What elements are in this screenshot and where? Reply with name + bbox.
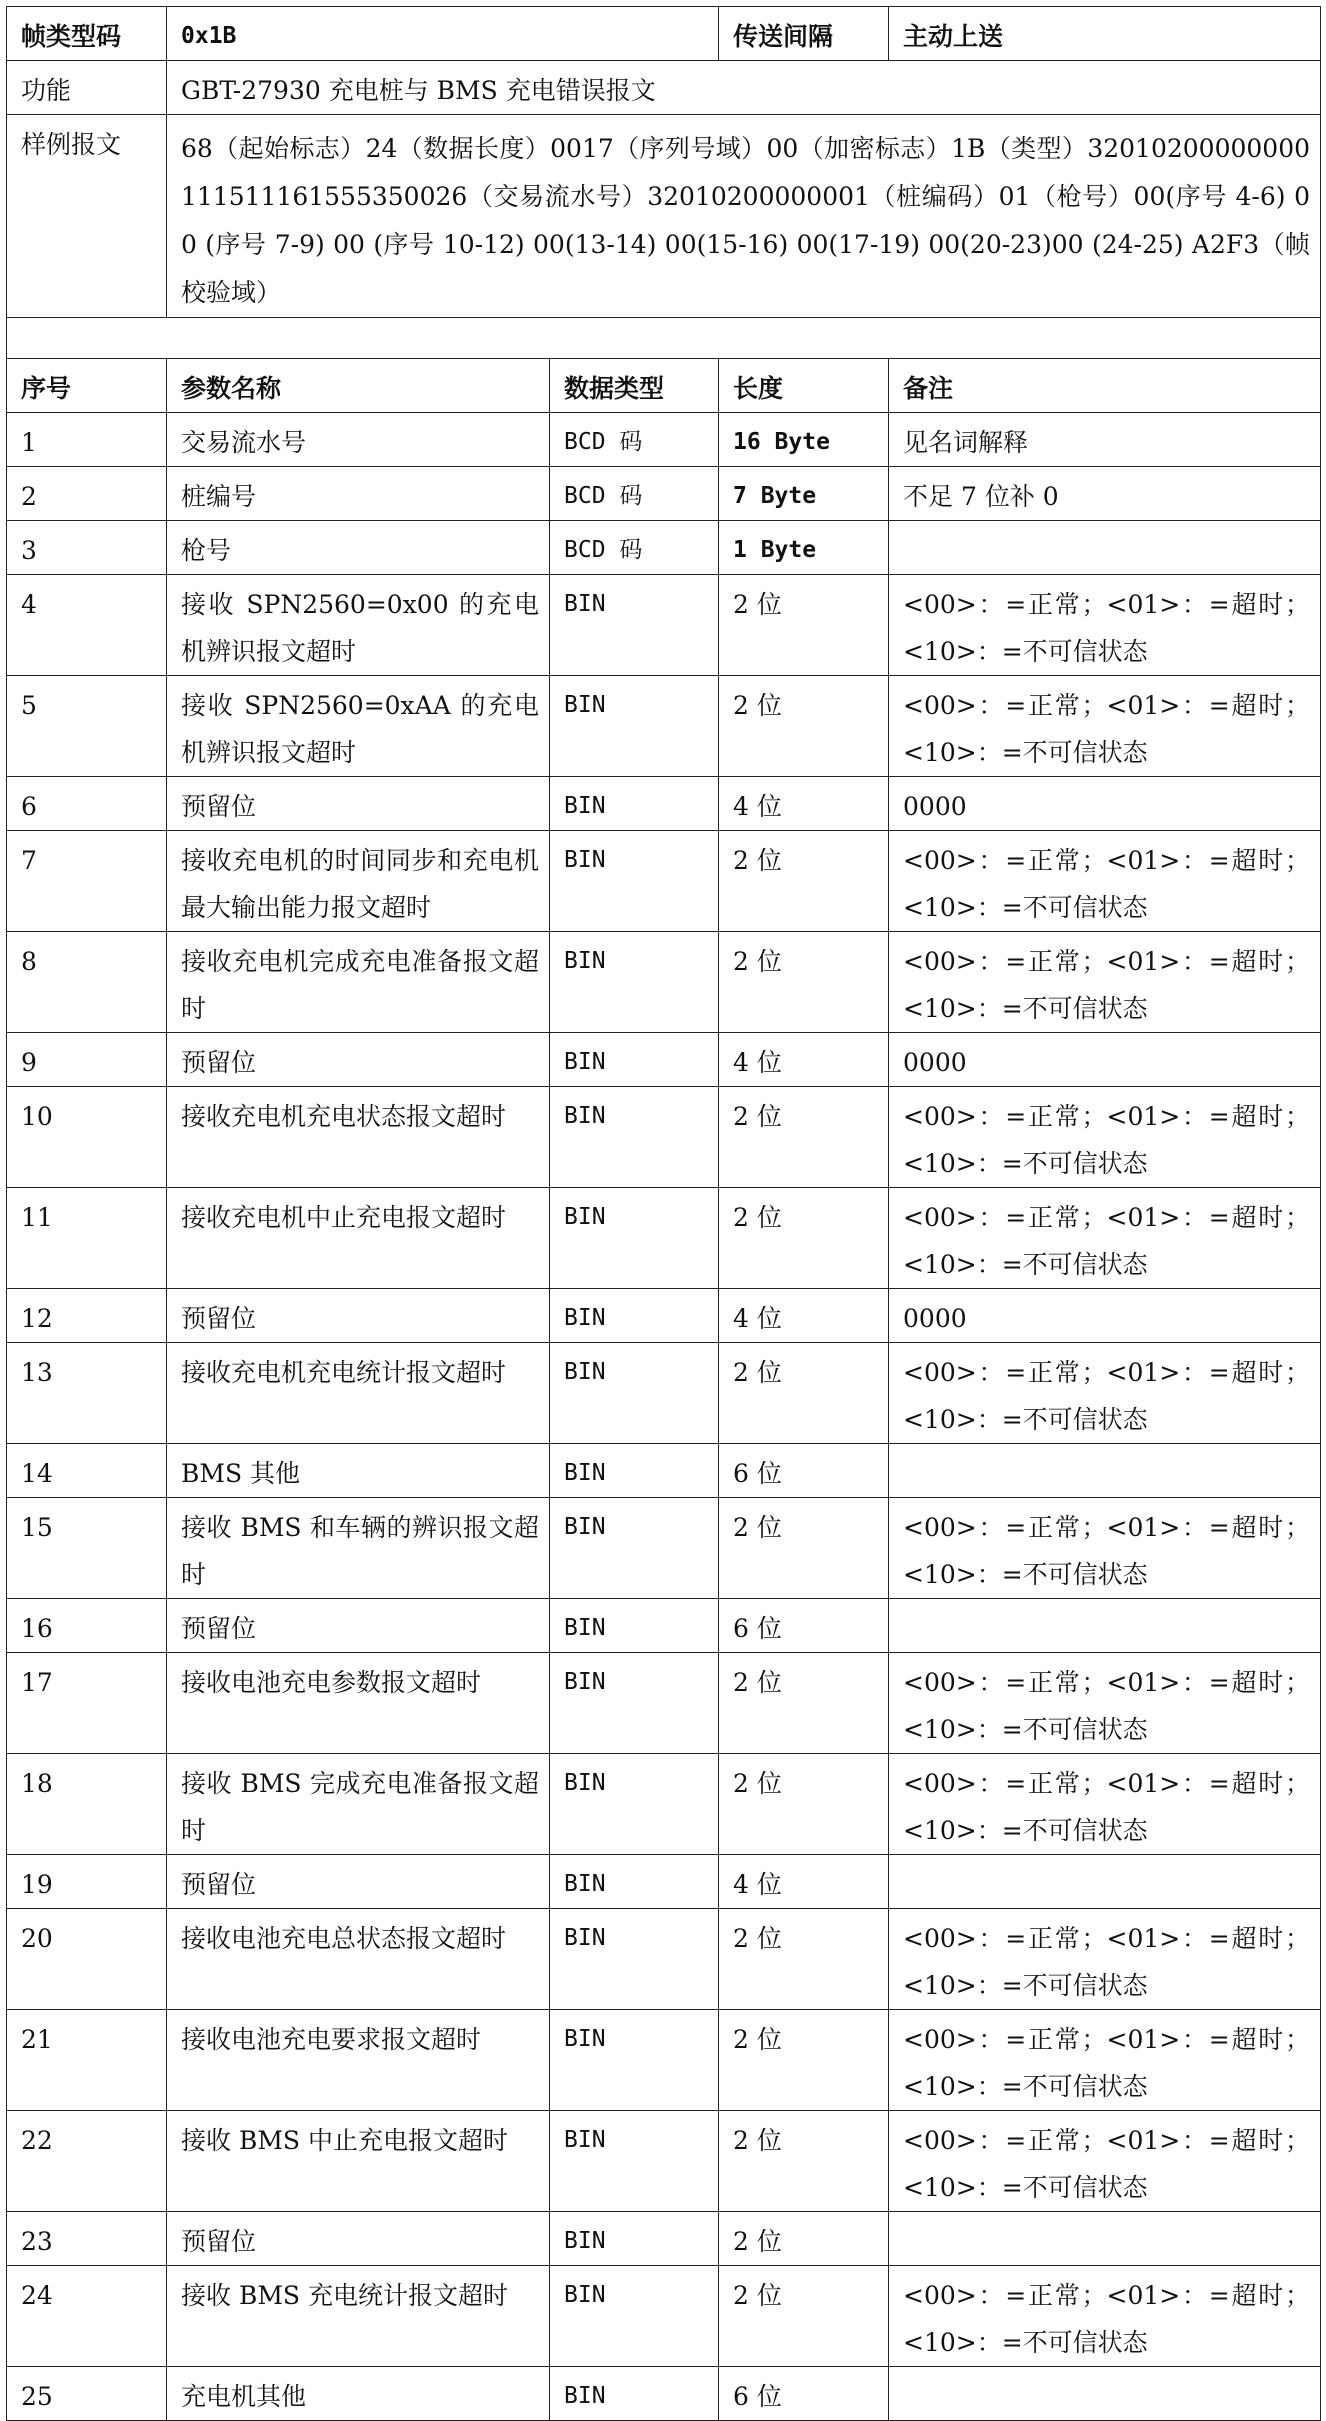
spacer-row (7, 318, 1321, 359)
row-param-name: 预留位 (167, 1599, 550, 1653)
table-row (7, 2266, 1321, 2367)
row-no: 19 (7, 1855, 167, 1909)
table-row (7, 1289, 1321, 1343)
row-param-name: 接收 BMS 中止充电报文超时 (167, 2111, 550, 2212)
row-length: 1 Byte (719, 521, 889, 575)
row-length: 4 位 (719, 1033, 889, 1087)
row-length: 2 位 (719, 2266, 889, 2367)
table-row (7, 1343, 1321, 1444)
col-header-no: 序号 (7, 359, 167, 413)
row-data-type: BIN (550, 1754, 719, 1855)
table-row (7, 2111, 1321, 2212)
table-row (7, 1033, 1321, 1087)
row-data-type: BIN (550, 2212, 719, 2266)
row-param-name: 接收充电机完成充电准备报文超时 (167, 932, 550, 1033)
row-param-name: 预留位 (167, 1855, 550, 1909)
row-note: 0000 (889, 1289, 1321, 1343)
row-note: <00>：=正常；<01>：=超时；<10>：=不可信状态 (889, 1087, 1321, 1188)
row-data-type: BIN (550, 777, 719, 831)
row-param-name: 接收充电机充电状态报文超时 (167, 1087, 550, 1188)
table-row (7, 676, 1321, 777)
row-length: 2 位 (719, 1343, 889, 1444)
row-note: <00>：=正常；<01>：=超时；<10>：=不可信状态 (889, 2111, 1321, 2212)
row-no: 1 (7, 413, 167, 467)
row-param-name: 接收电池充电参数报文超时 (167, 1653, 550, 1754)
row-param-name: 接收电池充电要求报文超时 (167, 2010, 550, 2111)
row-data-type: BIN (550, 1653, 719, 1754)
row-no: 13 (7, 1343, 167, 1444)
row-length: 2 位 (719, 676, 889, 777)
row-data-type: BIN (550, 1599, 719, 1653)
row-no: 11 (7, 1188, 167, 1289)
table-row (7, 777, 1321, 831)
row-no: 18 (7, 1754, 167, 1855)
row-note: <00>：=正常；<01>：=超时；<10>：=不可信状态 (889, 575, 1321, 676)
row-note: 见名词解释 (889, 413, 1321, 467)
row-param-name: 预留位 (167, 777, 550, 831)
row-no: 22 (7, 2111, 167, 2212)
row-length: 6 位 (719, 2367, 889, 2421)
row-no: 24 (7, 2266, 167, 2367)
row-note (889, 2367, 1321, 2421)
function-row (7, 61, 1321, 115)
row-data-type: BIN (550, 1343, 719, 1444)
row-param-name: 接收 SPN2560=0xAA 的充电机辨识报文超时 (167, 676, 550, 777)
table-row (7, 1188, 1321, 1289)
row-no: 9 (7, 1033, 167, 1087)
table-row (7, 1653, 1321, 1754)
row-no: 6 (7, 777, 167, 831)
row-param-name: 交易流水号 (167, 413, 550, 467)
row-no: 5 (7, 676, 167, 777)
row-data-type: BIN (550, 1498, 719, 1599)
table-row (7, 467, 1321, 521)
row-length: 2 位 (719, 1909, 889, 2010)
row-no: 3 (7, 521, 167, 575)
table-row (7, 1087, 1321, 1188)
row-param-name: 接收 BMS 充电统计报文超时 (167, 2266, 550, 2367)
table-row (7, 2010, 1321, 2111)
table-row (7, 1444, 1321, 1498)
row-length: 6 位 (719, 1599, 889, 1653)
table-row (7, 413, 1321, 467)
row-length: 2 位 (719, 1653, 889, 1754)
row-no: 25 (7, 2367, 167, 2421)
spacer-cell (7, 318, 1321, 359)
row-data-type: BCD 码 (550, 413, 719, 467)
table-row (7, 932, 1321, 1033)
row-data-type: BIN (550, 1289, 719, 1343)
row-note (889, 2212, 1321, 2266)
row-data-type: BIN (550, 575, 719, 676)
frame-type-value: 0x1B (167, 7, 719, 61)
row-length: 2 位 (719, 2010, 889, 2111)
row-note: <00>：=正常；<01>：=超时；<10>：=不可信状态 (889, 2010, 1321, 2111)
function-label: 功能 (7, 61, 167, 115)
row-data-type: BIN (550, 1909, 719, 2010)
row-param-name: 接收充电机充电统计报文超时 (167, 1343, 550, 1444)
row-length: 2 位 (719, 1498, 889, 1599)
row-note: <00>：=正常；<01>：=超时；<10>：=不可信状态 (889, 676, 1321, 777)
sample-row (7, 115, 1321, 318)
row-data-type: BIN (550, 2266, 719, 2367)
col-header-note: 备注 (889, 359, 1321, 413)
row-note: <00>：=正常；<01>：=超时；<10>：=不可信状态 (889, 831, 1321, 932)
row-length: 4 位 (719, 1289, 889, 1343)
column-header-row (7, 359, 1321, 413)
table-row (7, 2212, 1321, 2266)
row-no: 7 (7, 831, 167, 932)
row-length: 2 位 (719, 831, 889, 932)
frame-type-row (7, 7, 1321, 61)
row-param-name: BMS 其他 (167, 1444, 550, 1498)
row-length: 2 位 (719, 575, 889, 676)
row-data-type: BIN (550, 1033, 719, 1087)
row-length: 16 Byte (719, 413, 889, 467)
row-note: 0000 (889, 777, 1321, 831)
row-note: <00>：=正常；<01>：=超时；<10>：=不可信状态 (889, 932, 1321, 1033)
row-param-name: 充电机其他 (167, 2367, 550, 2421)
row-length: 2 位 (719, 2111, 889, 2212)
table-row (7, 831, 1321, 932)
interval-value: 主动上送 (889, 7, 1321, 61)
interval-label: 传送间隔 (719, 7, 889, 61)
row-length: 2 位 (719, 2212, 889, 2266)
row-data-type: BIN (550, 1855, 719, 1909)
row-length: 2 位 (719, 932, 889, 1033)
row-param-name: 预留位 (167, 2212, 550, 2266)
frame-type-label: 帧类型码 (7, 7, 167, 61)
row-note: <00>：=正常；<01>：=超时；<10>：=不可信状态 (889, 2266, 1321, 2367)
row-param-name: 接收充电机中止充电报文超时 (167, 1188, 550, 1289)
row-no: 15 (7, 1498, 167, 1599)
row-note: <00>：=正常；<01>：=超时；<10>：=不可信状态 (889, 1909, 1321, 2010)
row-no: 21 (7, 2010, 167, 2111)
table-row (7, 1498, 1321, 1599)
row-no: 16 (7, 1599, 167, 1653)
row-param-name: 接收 BMS 和车辆的辨识报文超时 (167, 1498, 550, 1599)
row-note: 0000 (889, 1033, 1321, 1087)
row-note: 不足 7 位补 0 (889, 467, 1321, 521)
row-param-name: 枪号 (167, 521, 550, 575)
row-note: <00>：=正常；<01>：=超时；<10>：=不可信状态 (889, 1754, 1321, 1855)
table-row (7, 1909, 1321, 2010)
function-value: GBT-27930 充电桩与 BMS 充电错误报文 (167, 61, 1321, 115)
row-note: <00>：=正常；<01>：=超时；<10>：=不可信状态 (889, 1653, 1321, 1754)
row-no: 20 (7, 1909, 167, 2010)
row-data-type: BIN (550, 2111, 719, 2212)
col-header-name: 参数名称 (167, 359, 550, 413)
table-row (7, 1855, 1321, 1909)
row-length: 6 位 (719, 1444, 889, 1498)
table-row (7, 1754, 1321, 1855)
row-no: 4 (7, 575, 167, 676)
row-param-name: 接收 SPN2560=0x00 的充电机辨识报文超时 (167, 575, 550, 676)
row-no: 17 (7, 1653, 167, 1754)
row-data-type: BIN (550, 2367, 719, 2421)
row-data-type: BIN (550, 932, 719, 1033)
row-data-type: BIN (550, 1087, 719, 1188)
sample-value: 68（起始标志）24（数据长度）0017（序列号域）00（加密标志）1B（类型）32010200000000111511161555350026（交易流水号）32010200000001（桩编码）01（枪号）00(序号 4-6) 00 (序号 7-9) 00 (序号 10-12) 00(13-14) 00(15-16) 00(17-19) 00(20-23)00 (24-25) A2F3（帧校验域） (167, 115, 1321, 318)
row-param-name: 接收充电机的时间同步和充电机最大输出能力报文超时 (167, 831, 550, 932)
row-no: 14 (7, 1444, 167, 1498)
row-note: <00>：=正常；<01>：=超时；<10>：=不可信状态 (889, 1188, 1321, 1289)
row-param-name: 接收电池充电总状态报文超时 (167, 1909, 550, 2010)
row-note (889, 1444, 1321, 1498)
row-length: 7 Byte (719, 467, 889, 521)
row-note (889, 521, 1321, 575)
row-data-type: BIN (550, 1444, 719, 1498)
row-data-type: BIN (550, 2010, 719, 2111)
row-length: 4 位 (719, 1855, 889, 1909)
row-data-type: BIN (550, 1188, 719, 1289)
row-param-name: 预留位 (167, 1033, 550, 1087)
table-row (7, 575, 1321, 676)
row-note: <00>：=正常；<01>：=超时；<10>：=不可信状态 (889, 1343, 1321, 1444)
row-length: 2 位 (719, 1087, 889, 1188)
frame-spec-table (6, 6, 1321, 2421)
row-param-name: 接收 BMS 完成充电准备报文超时 (167, 1754, 550, 1855)
row-data-type: BIN (550, 831, 719, 932)
row-no: 8 (7, 932, 167, 1033)
row-param-name: 预留位 (167, 1289, 550, 1343)
table-row (7, 2367, 1321, 2421)
row-no: 2 (7, 467, 167, 521)
sample-label: 样例报文 (7, 115, 167, 318)
row-length: 2 位 (719, 1188, 889, 1289)
table-row (7, 1599, 1321, 1653)
row-data-type: BCD 码 (550, 521, 719, 575)
col-header-length: 长度 (719, 359, 889, 413)
row-note: <00>：=正常；<01>：=超时；<10>：=不可信状态 (889, 1498, 1321, 1599)
col-header-type: 数据类型 (550, 359, 719, 413)
table-row (7, 521, 1321, 575)
row-no: 23 (7, 2212, 167, 2266)
row-note (889, 1855, 1321, 1909)
row-param-name: 桩编号 (167, 467, 550, 521)
row-note (889, 1599, 1321, 1653)
row-length: 2 位 (719, 1754, 889, 1855)
row-length: 4 位 (719, 777, 889, 831)
row-data-type: BCD 码 (550, 467, 719, 521)
row-no: 12 (7, 1289, 167, 1343)
row-no: 10 (7, 1087, 167, 1188)
row-data-type: BIN (550, 676, 719, 777)
